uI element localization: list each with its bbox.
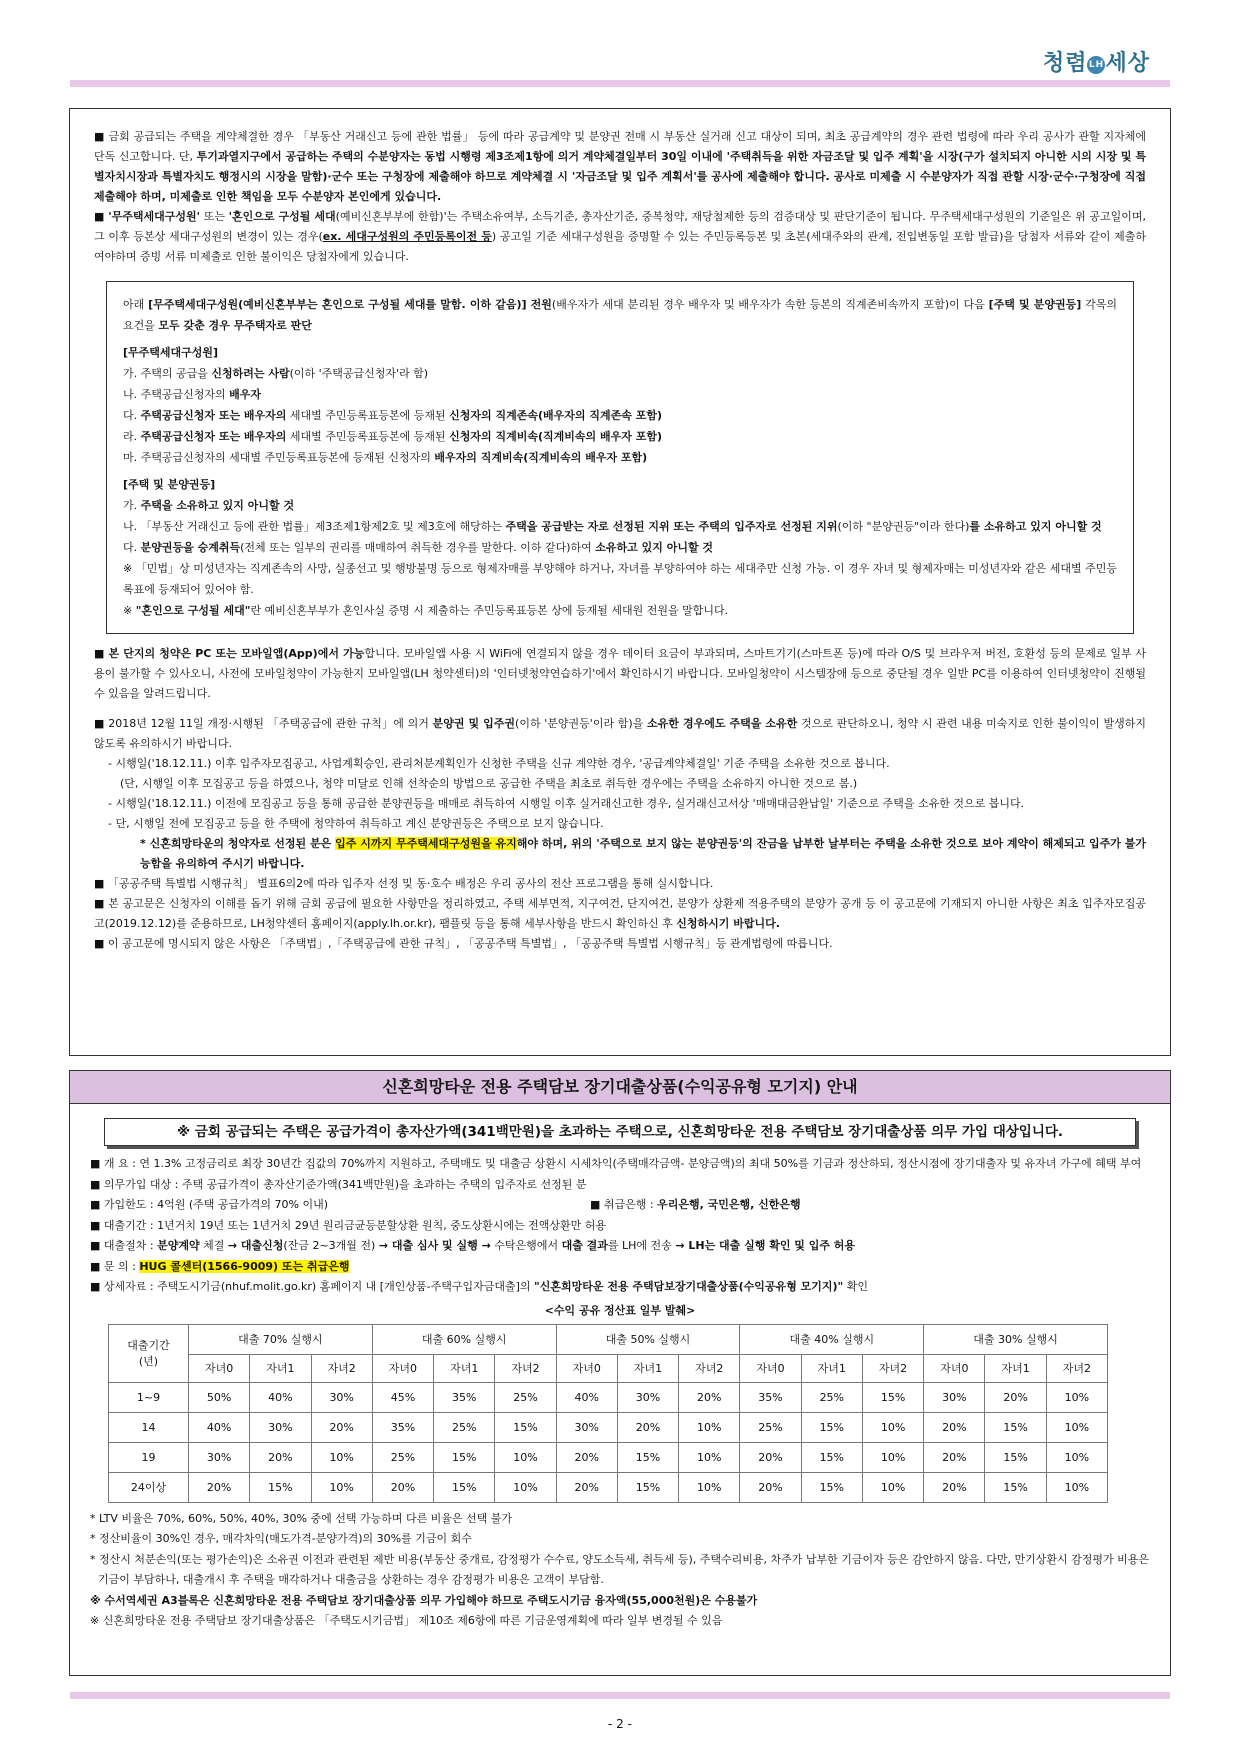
dash-item: - 시행일('18.12.11.) 이후 입주자모집공고, 사업계획승인, 관리처분계획인가 신청한 주택을 신규 계약한 경우, '공급계약체결일' 기준 주택을 소유한 것으로 봅니다. — [108, 757, 890, 770]
table-cell: 20% — [924, 1442, 985, 1472]
table-cell: 20% — [985, 1382, 1046, 1412]
table-row — [109, 1382, 1108, 1412]
list-item: 마. 주택공급신청자의 세대별 주민등록표등본에 등재된 신청자의 배우자의 직계비속(직계비속의 배우자 포함) — [123, 451, 648, 464]
table-cell: 15% — [985, 1412, 1046, 1442]
table-cell: 15% — [985, 1442, 1046, 1472]
logo-mark: LH — [1087, 56, 1105, 74]
table-cell: 30% — [617, 1382, 678, 1412]
table-child-header: 자녀0 — [556, 1354, 617, 1382]
table-cell: 30% — [250, 1412, 311, 1442]
table-cell: 10% — [862, 1412, 923, 1442]
table-cell: 25% — [434, 1412, 495, 1442]
table-cell: 20% — [617, 1412, 678, 1442]
table-child-header: 자녀1 — [801, 1354, 862, 1382]
table-cell: 20% — [372, 1472, 433, 1502]
table-cell: 15% — [985, 1472, 1046, 1502]
star-note: * 신혼희망타운의 청약자로 선정된 분은 입주 시까지 무주택세대구성원을 유지해야 하며, 위의 '주택으로 보지 않는 분양권등'의 잔금을 납부한 날부터는 주택을 소유한 것으로 보아 계약이 해제되고 입주가 불가능함을 유의하여 주시기 바랍니다. — [140, 837, 1146, 870]
page-number: - 2 - — [608, 1717, 632, 1731]
table-cell-period: 24이상 — [109, 1472, 189, 1502]
highlight: HUG 콜센터(1566-9009) 또는 취급은행 — [139, 1259, 350, 1273]
table-cell: 45% — [372, 1382, 433, 1412]
table-cell: 10% — [862, 1442, 923, 1472]
table-row — [109, 1412, 1108, 1442]
table-group-header: 대출 70% 실행시 — [189, 1324, 373, 1354]
para-program: ■ 「공공주택 특별법 시행규칙」 별표6의2에 따라 입주자 선정 및 동·호수 배정은 우리 공사의 전산 프로그램을 통해 실시합니다. — [94, 877, 714, 890]
table-cell: 15% — [250, 1472, 311, 1502]
table-cell: 20% — [556, 1442, 617, 1472]
table-cell: 15% — [801, 1442, 862, 1472]
period-line: ■ 대출기간 : 1년거치 19년 또는 1년거치 29년 원리금균등분할상환 원칙, 중도상환시에는 전액상환만 허용 — [90, 1218, 606, 1232]
table-cell: 20% — [679, 1382, 740, 1412]
para-notice-scope: ■ 본 공고문은 신청자의 이해를 돕기 위해 금회 공급에 필요한 사항만을 정리하였고, 주택 세부면적, 지구여건, 단지여건, 분양가 상환제 적용주택의 분양가 공개 등 이 공고문에 기재되지 아니한 사항은 최초 입주자모집공고(2019.12.12)를 준용하므로, LH청약센터 홈페이지(apply.lh.or.kr), 팸플릿 등을 통해 세부사항을 반드시 확인하신 후 신청하시기 바랍니다. — [94, 897, 1146, 930]
logo: 청렴LH세상 — [1042, 51, 1150, 76]
table-child-header: 자녀1 — [434, 1354, 495, 1382]
table-cell: 10% — [311, 1472, 372, 1502]
table-group-header: 대출 40% 실행시 — [740, 1324, 924, 1354]
table-child-header: 자녀1 — [985, 1354, 1046, 1382]
loan-info-box — [69, 1104, 1171, 1676]
table-cell: 40% — [250, 1382, 311, 1412]
header-band — [70, 80, 1170, 87]
list-item: 라. 주택공급신청자 또는 배우자의 세대별 주민등록표등본에 등재된 신청자의 직계비속(직계비속의 배우자 포함) — [123, 430, 662, 443]
para-laws: ■ 이 공고문에 명시되지 않은 사항은 「주택법」,「주택공급에 관한 규칙」, 「공공주택 특별법」, 「공공주택 특별법 시행규칙」등 관계법령에 따릅니다. — [94, 937, 833, 950]
note-ratio: * 정산비율이 30%인 경우, 매각차익(매도가격-분양가격)의 30%를 기금이 회수 — [90, 1532, 472, 1545]
table-cell: 25% — [495, 1382, 556, 1412]
table-cell: 30% — [556, 1412, 617, 1442]
table-cell: 20% — [250, 1442, 311, 1472]
target-line: ■ 의무가입 대상 : 주택 공급가격이 총자산기준가액(341백만원)을 초과하는 주택의 입주자로 선정된 분 — [90, 1177, 587, 1191]
table-cell-period: 19 — [109, 1442, 189, 1472]
table-cell: 20% — [740, 1472, 801, 1502]
table-cell: 15% — [617, 1472, 678, 1502]
table-child-header: 자녀1 — [250, 1354, 311, 1382]
limit-line: ■ 가입한도 : 4억원 (주택 공급가격의 70% 이내) ■ 취급은행 : 우리은행, 국민은행, 신한은행 — [90, 1198, 801, 1211]
table-cell: 40% — [189, 1412, 250, 1442]
table-child-header: 자녀2 — [311, 1354, 372, 1382]
table-row — [109, 1472, 1108, 1502]
table-cell-period: 14 — [109, 1412, 189, 1442]
table-cell: 15% — [801, 1412, 862, 1442]
table-child-header: 자녀1 — [617, 1354, 678, 1382]
table-cell: 20% — [189, 1472, 250, 1502]
section-title: 신혼희망타운 전용 주택담보 장기대출상품(수익공유형 모기지) 안내 — [69, 1070, 1171, 1104]
table-cell: 10% — [1046, 1412, 1107, 1442]
table-cell: 20% — [311, 1412, 372, 1442]
note-settlement: * 정산시 처분손익(또는 평가손익)은 소유권 이전과 관련된 제반 비용(부동산 중개료, 감정평가 수수료, 양도소득세, 취득세 등), 주택수리비용, 차주가 납부한 기금이자 등은 감안하지 않음. 다만, 만기상환시 감정평가 비용은 기금이 부담하나, 대출개시 후 주택을 매각하거나 대출금을 상환하는 경우 감정평가 비용은 고객이 부담함. — [90, 1552, 1150, 1586]
footer-band — [70, 1692, 1170, 1699]
table-cell: 30% — [311, 1382, 372, 1412]
para-real-transaction: ■ 금회 공급되는 주택을 계약체결한 경우 「부동산 거래신고 등에 관한 법률」 등에 따라 공급계약 및 분양권 전매 시 부동산 실거래 신고 대상이 되며, 최초 공급계약의 경우 관련 법령에 따라 우리 공사가 관할 지자체에 단독 신고합니다. 단, 투기과열지구에서 공급하는 주택의 수분양자는 동법 시행령 제3조제1항에 의거 계약체결일부터 30일 이내에 '주택취득을 위한 자금조달 및 입주 계획'을 시장(구가 설치되지 아니한 시의 시장 및 특별자치시장과 특별자치도 행정시의 시장을 말함)·군수 또는 구청장에 제출해야 하므로 계약체결 시 '자금조달 및 입주 계획서'를 공사에 제출해야 합니다. 공사로 미제출 시 수분양자가 직접 관할 시장·군수·구청장에 직접 제출해야 하며, 미제출로 인한 책임을 모두 수분양자 본인에게 있습니다. — [94, 130, 1146, 203]
table-child-header: 자녀2 — [679, 1354, 740, 1382]
table-group-header: 대출 30% 실행시 — [924, 1324, 1108, 1354]
table-cell: 30% — [189, 1442, 250, 1472]
dash-item: - 시행일('18.12.11.) 이전에 모집공고 등을 통해 공급한 분양권등을 매매로 취득하여 시행일 이후 실거래신고한 경우, 실거래신고서상 '매매대금완납일' 기준으로 주택을 소유한 것으로 봅니다. — [108, 797, 1025, 810]
para-household: ■ '무주택세대구성원' 또는 '혼인으로 구성될 세대(예비신혼부부에 한함)'는 주택소유여부, 소득기준, 총자산기준, 중복청약, 재당첨제한 등의 검증대상 및 판단기준이 됩니다. 무주택세대구성원의 기준일은 위 공고일이며, 그 이후 등본상 세대구성원의 변경이 있는 경우(ex. 세대구성원의 주민등록이전 등) 공고일 기준 세대구성원을 증명할 수 있는 주민등록등본 및 초본(세대주와의 관계, 전입변동일 포함 발급)을 당첨자 서류와 같이 제출하여야하며 증빙 서류 미제출로 인한 불이익은 당첨자에게 있습니다. — [94, 210, 1147, 263]
table-cell: 20% — [924, 1472, 985, 1502]
table-cell: 10% — [679, 1412, 740, 1442]
table-cell: 25% — [372, 1442, 433, 1472]
sub-heading-household: [무주택세대구성원] — [123, 346, 219, 359]
table-child-header: 자녀0 — [740, 1354, 801, 1382]
table-cell: 15% — [617, 1442, 678, 1472]
table-cell: 10% — [1046, 1472, 1107, 1502]
table-cell: 30% — [924, 1382, 985, 1412]
para-presale-rights: ■ 2018년 12월 11일 개정·시행된 「주택공급에 관한 규칙」에 의거 분양권 및 입주권(이하 '분양권등'이라 함)을 소유한 경우에도 주택을 소유한 것으로 판단하오니, 청약 시 관련 내용 미숙지로 인한 불이익이 발생하지 않도록 유의하시기 바랍니다. — [94, 717, 1146, 750]
table-cell: 15% — [434, 1472, 495, 1502]
table-cell: 25% — [801, 1382, 862, 1412]
profit-share-table — [108, 1324, 1108, 1503]
table-corner: 대출기간 (년) — [109, 1324, 189, 1382]
table-cell: 20% — [924, 1412, 985, 1442]
table-cell: 15% — [434, 1442, 495, 1472]
list-item: 나. 「부동산 거래신고 등에 관한 법률」제3조제1항제2호 및 제3호에 해당하는 주택을 공급받는 자로 선정된 지위 또는 주택의 입주자로 선정된 지위(이하 "분양권등"이라 한다)를 소유하고 있지 아니할 것 — [123, 520, 1102, 533]
table-cell: 35% — [372, 1412, 433, 1442]
table-cell: 10% — [311, 1442, 372, 1472]
table-cell-period: 1~9 — [109, 1382, 189, 1412]
table-cell: 10% — [1046, 1442, 1107, 1472]
table-child-header: 자녀0 — [924, 1354, 985, 1382]
table-cell: 15% — [801, 1472, 862, 1502]
list-item: 다. 주택공급신청자 또는 배우자의 세대별 주민등록표등본에 등재된 신청자의 직계존속(배우자의 직계존속 포함) — [123, 409, 662, 422]
note-minor: ※ 「민법」상 미성년자는 직계존속의 사망, 실종선고 및 행방불명 등으로 형제자매를 부양해야 하거나, 자녀를 부양하여야 하는 세대주만 신청 가능. 이 경우 자녀 및 형제자매는 미성년자와 같은 세대별 주민등록표에 등재되어 있어야 함. — [123, 562, 1117, 596]
table-cell: 10% — [495, 1472, 556, 1502]
table-child-header: 자녀0 — [372, 1354, 433, 1382]
note-ltv: * LTV 비율은 70%, 60%, 50%, 40%, 30% 중에 선택 가능하며 다른 비율은 선택 불가 — [90, 1511, 513, 1525]
table-cell: 15% — [495, 1412, 556, 1442]
note-change: ※ 신혼희망타운 전용 주택담보 장기대출상품은 「주택도시기금법」 제10조 제6항에 따른 기금운영계획에 따라 일부 변경될 수 있음 — [90, 1614, 723, 1627]
table-cell: 10% — [1046, 1382, 1107, 1412]
table-cell: 10% — [495, 1442, 556, 1472]
list-item: 가. 주택의 공급을 신청하려는 사람(이하 '주택공급신청자'라 함) — [123, 367, 429, 380]
table-cell: 10% — [862, 1472, 923, 1502]
criteria-intro: 아래 [무주택세대구성원(예비신혼부부는 혼인으로 구성될 세대를 말함. 이하 같음)] 전원(배우자가 세대 분리된 경우 배우자 및 배우자가 속한 등본의 직계존비속까지 포함)이 다음 [주택 및 분양권등] 각목의 요건을 모두 갖춘 경우 무주택자로 판단 — [123, 298, 1117, 332]
table-cell: 20% — [740, 1442, 801, 1472]
table-cell: 25% — [740, 1412, 801, 1442]
no-house-criteria-box — [106, 281, 1134, 634]
dash-item-note: (단, 시행일 이후 모집공고 등을 하였으나, 청약 미달로 인해 선착순의 방법으로 공급한 주택을 최초로 취득한 경우에는 주택을 소유하지 아니한 것으로 봄.) — [120, 777, 858, 790]
table-cell: 35% — [740, 1382, 801, 1412]
list-item: 다. 분양권등을 승계취득(전체 또는 일부의 권리를 매매하여 취득한 경우를 말한다. 이하 같다)하여 소유하고 있지 아니할 것 — [123, 541, 714, 554]
para-mobile: ■ 본 단지의 청약은 PC 또는 모바일앱(App)에서 가능합니다. 모바일앱 사용 시 WiFi에 연결되지 않을 경우 데이터 요금이 부과되며, 스마트기기(스마트폰 등)에 따라 O/S 및 브라우저 버전, 호환성 등의 문제로 일부 사용이 불가할 수 있사오니, 사전에 모바일청약이 가능한지 모바일앱(LH 청약센터)의 '인터넷청약연습하기'에서 확인하시기 바랍니다. 모바일청약이 시스템장애 등으로 중단될 경우 일반 PC를 이용하여 인터넷청약이 진행될 수 있음을 알려드립니다. — [94, 647, 1146, 700]
list-item: 나. 주택공급신청자의 배우자 — [123, 388, 262, 401]
table-cell: 10% — [679, 1472, 740, 1502]
note-suseo: ※ 수서역세권 A3블록은 신혼희망타운 전용 주택담보 장기대출상품 의무 가입해야 하므로 주택도시기금 융자액(55,000천원)은 수용불가 — [90, 1593, 758, 1607]
table-cell: 15% — [862, 1382, 923, 1412]
dash-item: - 단, 시행일 전에 모집공고 등을 한 주택에 청약하여 취득하고 계신 분양권등은 주택으로 보지 않습니다. — [108, 817, 604, 830]
table-group-header: 대출 60% 실행시 — [372, 1324, 556, 1354]
sub-heading-house: [주택 및 분양권등] — [123, 478, 216, 491]
table-cell: 35% — [434, 1382, 495, 1412]
table-cell: 50% — [189, 1382, 250, 1412]
notice-box — [69, 108, 1171, 1056]
note-newlywed: ※ "혼인으로 구성될 세대"란 예비신혼부부가 혼인사실 증명 시 제출하는 주민등록표등본 상에 등재될 세대원 전원을 말합니다. — [123, 604, 729, 617]
list-item: 가. 주택을 소유하고 있지 아니할 것 — [123, 499, 295, 512]
table-cell: 10% — [679, 1442, 740, 1472]
mandatory-notice: ※ 금회 공급되는 주택은 공급가격이 총자산가액(341백만원)을 초과하는 주택으로, 신혼희망타운 전용 주택담보 장기대출상품 의무 가입 대상입니다. — [104, 1118, 1136, 1146]
contact-line: ■ 문 의 : HUG 콜센터(1566-9009) 또는 취급은행 — [90, 1259, 350, 1273]
table-group-header: 대출 50% 실행시 — [556, 1324, 740, 1354]
table-child-header: 자녀2 — [862, 1354, 923, 1382]
table-cell: 20% — [556, 1472, 617, 1502]
overview-line: ■ 개 요 : 연 1.3% 고정금리로 최장 30년간 집값의 70%까지 지원하고, 주택매도 및 대출금 상환시 시세차익(주택매각금액- 분양금액)의 최대 50%를 기금과 정산하되, 정산시점에 장기대출자 및 유자녀 가구에 혜택 부여 — [90, 1157, 1142, 1170]
table-child-header: 자녀2 — [1046, 1354, 1107, 1382]
procedure-line: ■ 대출절차 : 분양계약 체결 → 대출신청(잔금 2~3개월 전) → 대출 심사 및 실행 → 수탁은행에서 대출 결과를 LH에 전송 → LH는 대출 실행 확인 및 입주 허용 — [90, 1239, 856, 1252]
table-child-header: 자녀2 — [495, 1354, 556, 1382]
details-line: ■ 상세자료 : 주택도시기금(nhuf.molit.go.kr) 홈페이지 내 [개인상품-주택구입자금대출]의 "신혼희망타운 전용 주택담보장기대출상품(수익공유형 모기지)" 확인 — [90, 1280, 869, 1293]
table-child-header: 자녀0 — [189, 1354, 250, 1382]
table-row — [109, 1442, 1108, 1472]
highlight: 입주 시까지 무주택세대구성원을 유지 — [335, 837, 517, 850]
table-cell: 40% — [556, 1382, 617, 1412]
table-caption: <수익 공유 정산표 일부 발췌> — [544, 1303, 696, 1317]
